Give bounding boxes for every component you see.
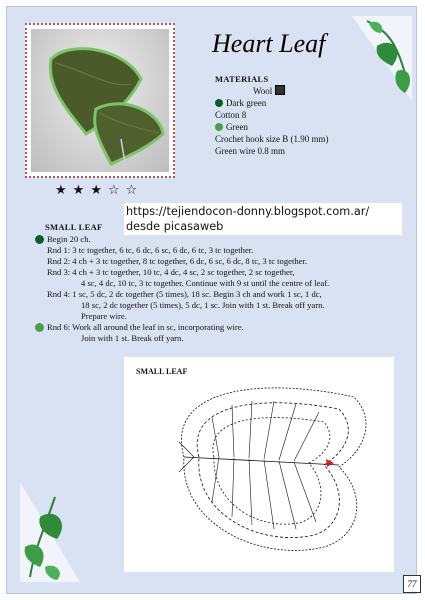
star-icon-3: ★ [90, 183, 108, 198]
star-icon-2: ★ [72, 183, 91, 198]
wool-label: Wool [253, 86, 273, 96]
small-leaf-heading: SMALL LEAF [45, 222, 103, 232]
vine-decoration-top-right [347, 11, 417, 106]
leaf-stitch-diagram [124, 357, 394, 572]
source-link[interactable] [124, 203, 402, 235]
star-icon-1: ★ [55, 183, 73, 198]
start-marker-icon [326, 459, 334, 467]
instructions [35, 234, 415, 344]
crochet-chart [124, 357, 394, 572]
yarn-spool-icon [275, 85, 285, 95]
wire-label: Green wire 0.8 mm [215, 146, 285, 156]
round-6: Rnd 6: Work all around the leaf in sc, incorporating wire. [47, 322, 244, 332]
source-note: desde picasaweb [126, 220, 224, 233]
round-4-cont: 18 sc, 2 dc together (5 times), 5 dc, 1 sc. Join with 1 st. Break off yarn. [81, 300, 325, 310]
pattern-page [6, 6, 417, 594]
materials-list [215, 73, 328, 157]
dark-green-swatch-icon [215, 99, 223, 107]
green-label: Green [226, 122, 248, 132]
page-title: Heart Leaf [212, 29, 326, 58]
cotton-label: Cotton 8 [215, 110, 247, 120]
vine-decoration-bottom-left [15, 477, 85, 587]
hook-label: Crochet hook size B (1.90 mm) [215, 134, 329, 144]
crochet-leaf-image [31, 29, 169, 172]
round-3-cont: 4 sc, 4 dc, 10 tc, 3 tc together. Continue with 9 st until the centre of leaf. [81, 278, 330, 288]
round-2: Rnd 2: 4 ch + 3 tc together, 8 tc together, 6 dc, 6 sc, 6 dc, 8 tc, 3 tc together. [47, 256, 307, 266]
dark-green-bullet-icon [35, 235, 44, 244]
difficulty-rating [55, 183, 143, 198]
round-4: Rnd 4: 1 sc, 5 dc, 2 dc together (5 times), 18 sc. Begin 3 ch and work 1 sc, 1 dc, [47, 289, 322, 299]
round-3: Rnd 3: 4 ch + 3 tc together, 10 tc, 4 dc, 4 sc, 2 sc together, 2 sc together, [47, 267, 295, 277]
leaf-photo [31, 29, 169, 172]
round-4-cont-2: Prepare wire. [81, 311, 127, 321]
materials-heading: MATERIALS [215, 74, 269, 84]
chart-title: SMALL LEAF [136, 367, 188, 376]
round-1: Rnd 1: 3 tc together, 6 tc, 6 dc, 6 sc, 6 dc, 6 tc, 3 tc together. [47, 245, 254, 255]
leaf-photo-frame [25, 23, 175, 178]
blog-url[interactable]: https://tejiendocon-donny.blogspot.com.ar/ [126, 205, 370, 218]
begin-step: Begin 20 ch. [47, 234, 91, 244]
round-6-cont: Join with 1 st. Break off yarn. [81, 333, 184, 343]
star-empty-icon-4: ☆ [107, 183, 126, 198]
green-swatch-icon [215, 123, 223, 131]
green-bullet-icon [35, 323, 44, 332]
star-empty-icon-5: ☆ [125, 183, 144, 198]
dark-green-label: Dark green [226, 98, 267, 108]
page-number: 77 [403, 575, 421, 593]
